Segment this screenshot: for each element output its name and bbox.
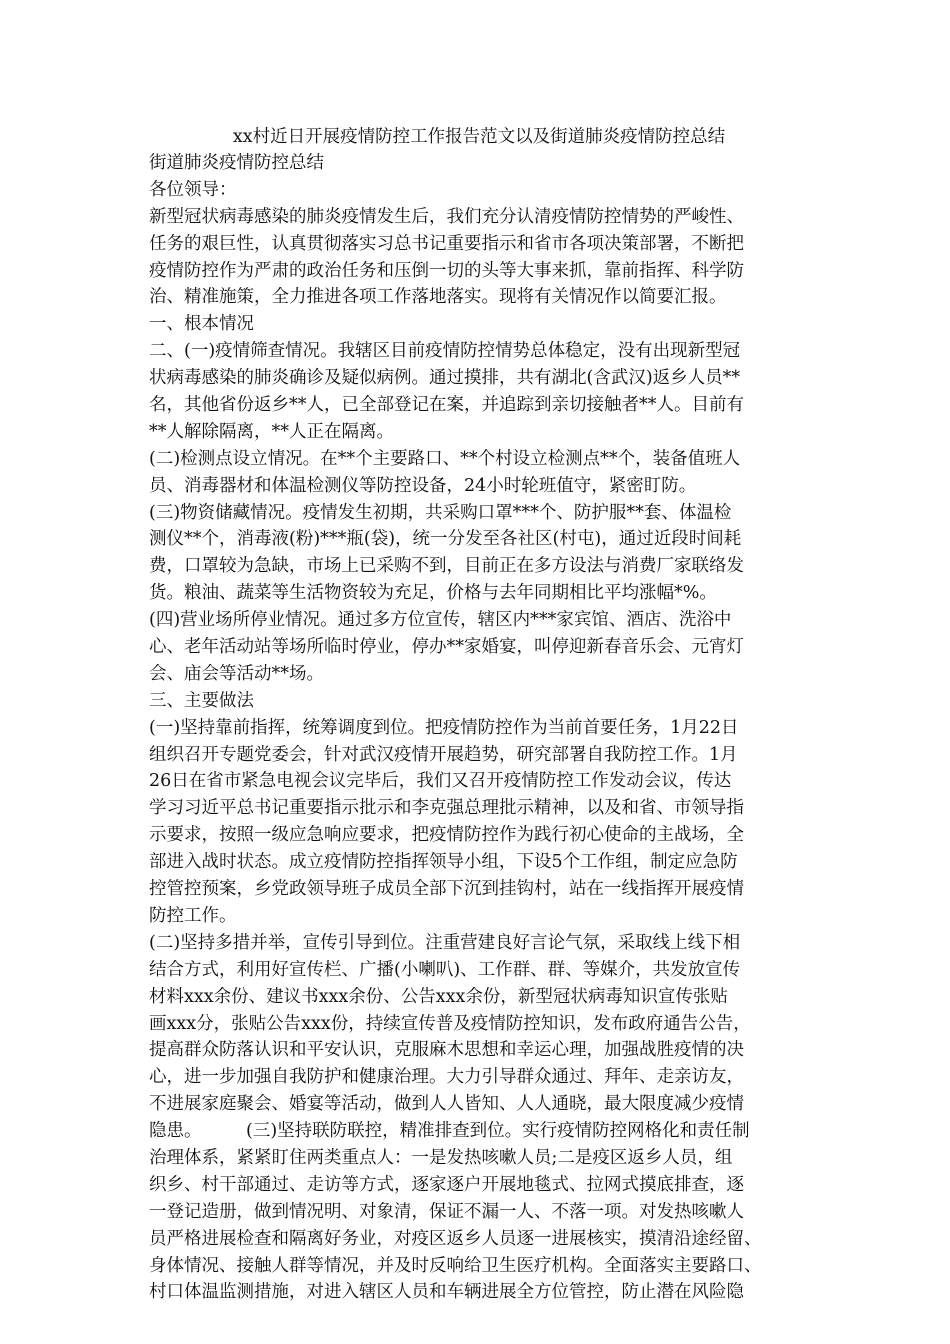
- body-line: (三)物资储藏情况。疫情发生初期，共采购口罩***个、防护服**套、体温检: [149, 502, 732, 523]
- body-line: 一登记造册，做到情况明、对象清，保证不漏一人、不落一项。对发热咳嗽人: [149, 1201, 744, 1222]
- body-line: 员、消毒器材和体温检测仪等防控设备，24小时轮班值守，紧密盯防。: [149, 475, 697, 496]
- body-line: 治理体系，紧紧盯住两类重点人：一是发热咳嗽人员;二是疫区返乡人员，组: [149, 1147, 733, 1168]
- body-line: 治、精准施策，全力推进各项工作落地落实。现将有关情况作以简要汇报。: [149, 287, 727, 308]
- body-line: 新型冠状病毒感染的肺炎疫情发生后，我们充分认清疫情防控情势的严峻性、: [149, 206, 744, 227]
- body-line: 疫情防控作为严肃的政治任务和压倒一切的头等大事来抓，靠前指挥、科学防: [149, 260, 744, 281]
- body-line: 组织召开专题党委会，针对武汉疫情开展趋势，研究部署自我防控工作。1月: [149, 744, 738, 765]
- body-line: 心、老年活动站等场所临时停业，停办**家婚宴，叫停迎新春音乐会、元宵灯: [149, 637, 744, 658]
- body-line: 画xxx分，张贴公告xxx份，持续宣传普及疫情防控知识，发布政府通告公告，: [149, 1013, 751, 1034]
- document-body: [149, 150, 809, 1306]
- body-line: 村口体温监测措施，对进入辖区人员和车辆进展全方位管控，防止潜在风险隐: [149, 1282, 744, 1303]
- body-line: 各位领导：: [149, 179, 237, 200]
- body-line: 结合方式，利用好宣传栏、广播(小喇叭)、工作群、群、等媒介，共发放宣传: [149, 959, 741, 980]
- body-line: (二)坚持多措并举，宣传引导到位。注重营建良好言论气氛，采取线上线下相: [149, 932, 741, 953]
- body-line: 名，其他省份返乡**人，已全部登记在案，并追踪到亲切接触者**人。目前有: [149, 395, 744, 416]
- body-line: 不进展家庭聚会、婚宴等活动，做到人人皆知、人人通晓，最大限度减少疫情: [149, 1094, 744, 1115]
- body-line: 材料xxx余份、建议书xxx余份、公告xxx余份，新型冠状病毒知识宣传张贴: [149, 986, 728, 1007]
- body-line: **人解除隔离，**人正在隔离。: [149, 421, 394, 442]
- body-line: 防控工作。: [149, 905, 237, 926]
- body-line: 会、庙会等活动**场。: [149, 663, 324, 684]
- body-line: 三、主要做法: [149, 690, 254, 711]
- body-line: 织乡、村干部通过、走访等方式，逐家逐户开展地毯式、拉网式摸底排查，逐: [149, 1174, 744, 1195]
- body-line: (四)营业场所停业情况。通过多方位宣传，辖区内***家宾馆、酒店、洗浴中: [149, 610, 732, 631]
- body-line: (二)检测点设立情况。在**个主要路口、**个村设立检测点**个，装备值班人: [149, 448, 741, 469]
- body-line: 二、(一)疫情筛查情况。我辖区目前疫情防控情势总体稳定，没有出现新型冠: [149, 341, 741, 362]
- document-title: xx村近日开展疫情防控工作报告范文以及街道肺炎疫情防控总结: [232, 127, 726, 147]
- body-line: 费，口罩较为急缺，市场上已采购不到，目前正在多方设法与消费厂家联络发: [149, 556, 744, 577]
- body-line: 控管控预案，乡党政领导班子成员全部下沉到挂钩村，站在一线指挥开展疫情: [149, 879, 744, 900]
- body-line: 任务的艰巨性，认真贯彻落实习总书记重要指示和省市各项决策部署，不断把: [149, 233, 744, 254]
- body-line: (一)坚持靠前指挥，统筹调度到位。把疫情防控作为当前首要任务，1月22日: [149, 717, 739, 738]
- body-line: 部进入战时状态。成立疫情防控指挥领导小组，下设5个工作组，制定应急防: [149, 852, 738, 873]
- body-line: 心，进一步加强自我防护和健康治理。大力引导群众通过、拜年、走亲访友，: [149, 1067, 744, 1088]
- body-line: 一、根本情况: [149, 314, 254, 335]
- body-line: 货。粮油、蔬菜等生活物资较为充足，价格与去年同期相比平均涨幅*%。: [149, 583, 717, 604]
- body-line: 隐患。 (三)坚持联防联控，精准排查到位。实行疫情防控网格化和责任制: [149, 1121, 750, 1142]
- body-line: 提高群众防落认识和平安认识，克服麻木思想和幸运心理，加强战胜疫情的决: [149, 1040, 744, 1061]
- body-line: 身体情况、接触人群等情况，并及时反响给卫生医疗机构。全面落实主要路口、: [149, 1255, 762, 1276]
- body-line: 测仪**个，消毒液(粉)***瓶(袋)，统一分发至各社区(村屯)，通过近段时间耗: [149, 529, 742, 550]
- body-line: 示要求，按照一级应急响应要求，把疫情防控作为践行初心使命的主战场，全: [149, 825, 744, 846]
- body-line: 状病毒感染的肺炎确诊及疑似病例。通过摸排，共有湖北(含武汉)返乡人员**: [149, 368, 741, 389]
- body-line: 街道肺炎疫情防控总结: [149, 153, 324, 173]
- body-line: 学习习近平总书记重要指示批示和李克强总理批示精神，以及和省、市领导指: [149, 798, 744, 819]
- body-line: 员严格进展检查和隔离好务业，对疫区返乡人员逐一进展核实，摸清沿途经留、: [149, 1228, 762, 1249]
- document-page: [149, 124, 809, 1306]
- body-line: 26日在省市紧急电视会议完毕后，我们又召开疫情防控工作发动会议，传达: [149, 771, 732, 792]
